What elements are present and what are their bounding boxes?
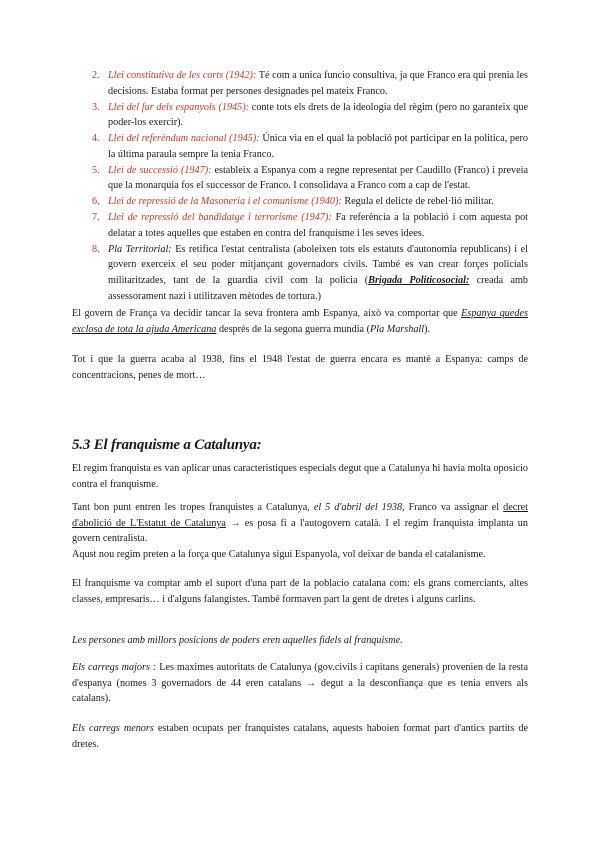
list-item: 6. Llei de repressió de la Masoneria i el comunisme (1940): Regula el delicte de rebel·lió militar. [92, 196, 494, 208]
paragraph-tropes: Tant bon punt entren les tropes franquistes a Catalunya, el 5 d'abril del 1938, Franco va assignar el decret d'abolició de L'Estatut de Catalunya → es posa fi a l'autogovern català. I el regim franquista implanta un govern centralista. [72, 502, 528, 545]
list-item: 7. Llei de repressió del bandidatge i terrorisme (1947): Fa referència a la població i com aquesta pot delatar a totes aquelles que estaben en contra del franquisme i les seves idees. [92, 212, 528, 239]
brigada-link[interactable]: Brigada Politicosocial: [368, 275, 470, 287]
list-item: 4. Llei del referèndum nacional (1945): Única via en el qual la població pot participar en la politica, pero la última paraula sempre la tenia Franco. [92, 133, 528, 160]
decret-link[interactable]: decret d'abolició de L'Estatut de Catalunya [72, 502, 528, 529]
paragraph-regim: El regim franquista es van aplicar unas caracteristiques especials degut que a Catalunya hi havia molta oposicio contra el franquisme. [72, 463, 528, 490]
laws-list [92, 68, 528, 305]
section-heading: 5.3 El franquisme a Catalunya: [72, 437, 262, 453]
paragraph-nou-regim: Aqust nou regim preten a la força que Catalunya sigui Espanyola, vol deixar de banda el catalanisme. [72, 549, 486, 560]
list-item: 3. Llei del fur dels espanyols (1945): conte tots els drets de la ideologia del règim (pero no garanteix que poder-los exercir). [92, 101, 528, 129]
paragraph-franca: El govern de França va decidir tancar la seva frontera amb Espanya, això va comportar que Espanya quedes exclosa de tota la ajuda Americana després de la segona guerra mundia (Pla Marshall). [72, 308, 528, 335]
list-item: 2. Llei constitutiva de les corts (1942): Té com a unica funcio consultiva, ja que Franco era qui prenia les decisions. Estaba format per persones designades pel mateix Franco. [92, 70, 528, 97]
paragraph-carregs-majors: Els carregs majors : Les maximes autoritats de Catalunya (gov.civils i capitans generals) provenien de la resta d'espanya (nomes 3 governadors de 44 eren catalans → degut a la desconfiança que es tenia envers als catalans). [72, 662, 528, 705]
paragraph-suport: El franquisme va comptar amb el suport d'una part de la poblacio catalana com: els grans comerciants, altes classes, empresaris… i d'alguns falangistes. També formaven part la gent de dretes i alguns carlins. [72, 578, 528, 605]
ajuda-americana-link[interactable]: Espanya quedes exclosa de tota la ajuda Americana [72, 308, 528, 335]
list-item: 8. Pla Territorial: Es retifica l'estat centralista (aboleixen tots els estatuts d'autonomia republicans) i el govern exerceix el seu poder mitjançant governadors civils. També es van crear forçes policials militaritzades, tant de la guardia civil com la policia (Brigada Politicosocial: creada amb assessorament nazi i utilitzaven mètodes de tortura.) [92, 243, 528, 302]
list-item: 5. Llei de successió (1947): estableix a Espanya com a regne representat per Caudillo (Franco) i preveia que la monarquia fos el successor de Franco. I consolidava a Franco com a cap de l'estat. [92, 164, 529, 192]
paragraph-guerra: Tot i que la guerra acaba al 1938, fins el 1948 l'estat de guerra encara es manté a Espanya: camps de concentracions, penes de mort… [72, 354, 528, 381]
paragraph-persones: Les persones amb millors posicions de poders eren aquelles fidels al franquisme. [72, 635, 403, 646]
paragraph-carregs-menors: Els carregs menors estaben ocupats per franquistes catalans, aquests haboien format part d'antics partits de dretes. [72, 723, 529, 750]
